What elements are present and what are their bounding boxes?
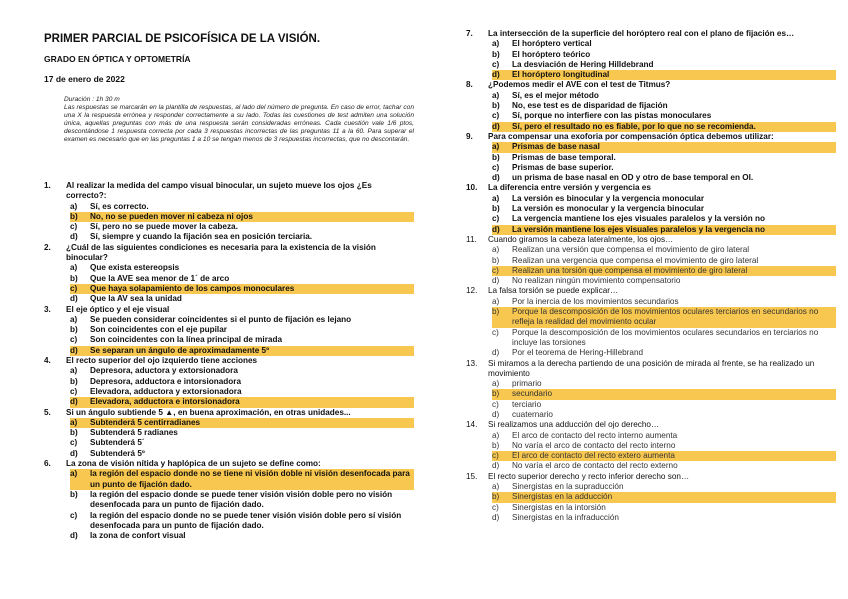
option-letter: b) xyxy=(492,440,500,450)
question-text: Si realizamos una adducción del ojo derecho… xyxy=(488,420,660,430)
answer-option xyxy=(44,438,414,448)
answer-option xyxy=(466,111,836,121)
option-letter: b) xyxy=(492,492,512,502)
answer-option-highlighted xyxy=(44,346,414,356)
answer-option-highlighted xyxy=(44,212,414,222)
question-text: Cuando giramos la cabeza lateralmente, los ojos… xyxy=(488,234,674,244)
answer-option xyxy=(44,274,414,284)
answer-option xyxy=(44,428,414,438)
option-letter: d) xyxy=(492,461,500,471)
answer-option xyxy=(44,263,414,273)
instructions-block xyxy=(64,96,414,143)
answer-option xyxy=(466,194,836,204)
answer-option xyxy=(466,276,836,286)
answer-option xyxy=(44,232,414,242)
option-text: Sí, porque no interfiere con las pistas monoculares xyxy=(512,111,712,121)
answer-option-highlighted xyxy=(44,469,414,490)
option-text: Sinergistas en la infraducción xyxy=(512,512,619,522)
instructions-text: Las respuestas se marcarán en la plantilla de respuestas, al lado del número de pregunta. En caso de error, tachar con una X la respuesta errónea y responder correctamente a su lado. Todas las cuestiones de test admiten una solución única, aquellas preguntas con más de una respuesta serán consideradas erróneas. Cada cuestión vale 1/6 ptos, descontándose 1 respuesta correcta por cada 3 respuestas incorrectas de las preguntas 11 a la 60. Para superar el examen es necesario que en las preguntas 1 a 10 se tengan menos de 3 respuestas incorrectas, que no descontarán. xyxy=(64,103,414,143)
option-text: La versión mantiene los ejes visuales paralelos y la vergencia no xyxy=(512,225,836,235)
answer-option xyxy=(44,490,414,511)
answer-option xyxy=(466,379,836,389)
option-letter: b) xyxy=(70,489,78,499)
option-letter: d) xyxy=(492,512,500,522)
option-text: Subtenderá 5 centirradianes xyxy=(90,418,414,428)
answer-option xyxy=(466,482,836,492)
answer-option xyxy=(44,335,414,345)
answer-option xyxy=(466,163,836,173)
option-letter: b) xyxy=(70,212,90,222)
question xyxy=(44,408,414,459)
question-number: 8. xyxy=(466,80,473,90)
answer-option xyxy=(44,366,414,376)
option-text: Sinergistas en la supraducción xyxy=(512,482,624,492)
answer-option xyxy=(44,531,414,541)
answer-option xyxy=(466,431,836,441)
option-text: El horóptero vertical xyxy=(512,39,592,49)
answer-option-highlighted xyxy=(466,389,836,399)
exam-subtitle: GRADO EN ÓPTICA Y OPTOMETRÍA xyxy=(44,54,191,64)
option-letter: a) xyxy=(492,379,500,389)
answer-option xyxy=(466,441,836,451)
option-letter: d) xyxy=(492,173,500,183)
answer-option-highlighted xyxy=(466,451,836,461)
option-letter: b) xyxy=(70,376,78,386)
option-text: Prismas de base superior. xyxy=(512,162,614,172)
answer-option xyxy=(466,348,836,358)
question-text: La intersección de la superficie del horóptero real con el plano de fijación es… xyxy=(488,29,795,38)
question xyxy=(44,305,414,356)
option-letter: c) xyxy=(492,451,512,461)
option-letter: d) xyxy=(492,276,500,286)
question-number: 3. xyxy=(44,304,51,314)
option-letter: c) xyxy=(492,502,499,512)
option-letter: c) xyxy=(492,266,512,276)
option-letter: c) xyxy=(70,335,78,345)
answer-option-highlighted xyxy=(466,492,836,502)
option-text: Prismas de base temporal. xyxy=(512,152,616,162)
question xyxy=(44,459,414,541)
option-text: Realizan una torsión que compensa el movimiento de giro lateral xyxy=(512,266,836,276)
option-letter: a) xyxy=(70,469,90,490)
option-text: El horóptero longitudinal xyxy=(512,70,836,80)
answer-option-highlighted xyxy=(466,122,836,132)
option-letter: b) xyxy=(492,307,512,328)
option-letter: d) xyxy=(70,448,78,458)
answer-option xyxy=(466,91,836,101)
option-letter: d) xyxy=(492,122,512,132)
question xyxy=(466,286,836,358)
option-letter: a) xyxy=(70,201,78,211)
question-text: El recto superior del ojo izquierdo tiene acciones xyxy=(66,356,258,366)
exam-title: PRIMER PARCIAL DE PSICOFÍSICA DE LA VISIÓN. xyxy=(44,33,321,45)
question xyxy=(466,132,836,183)
option-letter: b) xyxy=(70,428,78,438)
question-number: 14. xyxy=(466,420,478,430)
answer-option xyxy=(466,297,836,307)
answer-option xyxy=(466,503,836,513)
option-text: la zona de confort visual xyxy=(90,531,186,541)
answer-option xyxy=(44,325,414,335)
option-text: La desviación de Hering Hilldebrand xyxy=(512,59,654,69)
option-text: Depresora, aductora y extorsionadora xyxy=(90,366,238,376)
question-number: 13. xyxy=(466,358,478,368)
question-text: Si un ángulo subtiende 5 ▲, en buena aproximación, en otras unidades... xyxy=(66,407,351,417)
option-text: Prismas de base nasal xyxy=(512,142,836,152)
option-letter: b) xyxy=(492,152,500,162)
answer-option xyxy=(44,511,414,532)
answer-option xyxy=(466,328,836,349)
option-letter: a) xyxy=(492,245,500,255)
question-number: 2. xyxy=(44,242,51,252)
question-text: La falsa torsión se puede explicar… xyxy=(488,286,619,296)
answer-option xyxy=(466,60,836,70)
question-list-right xyxy=(466,29,836,523)
question xyxy=(466,29,836,80)
option-text: Sí, pero el resultado no es fiable, por lo que no se recomienda. xyxy=(512,122,836,132)
option-letter: d) xyxy=(492,348,500,358)
question-number: 15. xyxy=(466,471,478,481)
option-text: Subtenderá 5º xyxy=(90,448,145,458)
option-text: No, ese test es de disparidad de fijación xyxy=(512,101,668,111)
option-letter: c) xyxy=(492,214,500,224)
option-text: Porque la descomposición de los movimientos oculares secundarios en terciarios no incluye las torsiones xyxy=(512,327,819,347)
option-text: Porque la descomposición de los movimientos oculares terciarios en secundarios no refleja la realidad del movimiento ocular xyxy=(512,307,836,328)
option-text: Por el teorema de Hering-Hillebrand xyxy=(512,348,644,358)
question-number: 11. xyxy=(466,234,477,244)
option-letter: c) xyxy=(70,222,78,232)
answer-option xyxy=(466,50,836,60)
option-text: Realizan una vergencia que compensa el movimiento de giro lateral xyxy=(512,255,759,265)
answer-option xyxy=(466,245,836,255)
option-text: Subtenderá 5 radianes xyxy=(90,428,178,438)
option-text: Que la AV sea la unidad xyxy=(90,294,182,304)
option-letter: a) xyxy=(492,482,500,492)
option-text: La versión es binocular y la vergencia monocular xyxy=(512,193,705,203)
answer-option xyxy=(44,449,414,459)
option-text: Sí, es el mejor método xyxy=(512,90,599,100)
answer-option-highlighted xyxy=(466,70,836,80)
option-text: Son coincidentes con el eje pupilar xyxy=(90,325,227,335)
question-text: El eje óptico y el eje visual xyxy=(66,304,170,314)
question-list-left xyxy=(44,181,414,541)
answer-option-highlighted xyxy=(466,142,836,152)
option-text: No varía el arco de contacto del recto interno xyxy=(512,440,676,450)
option-text: un prisma de base nasal en OD y otro de base temporal en OI. xyxy=(512,173,754,183)
answer-option xyxy=(44,377,414,387)
answer-option xyxy=(466,204,836,214)
option-text: No realizan ningún movimiento compensatorio xyxy=(512,276,681,286)
option-text: primario xyxy=(512,379,542,389)
option-text: Se pueden considerar coincidentes si el punto de fijación es lejano xyxy=(90,314,352,324)
option-letter: b) xyxy=(492,204,500,214)
question-text: Al realizar la medida del campo visual binocular, un sujeto mueve los ojos ¿Es correcto?: xyxy=(66,181,372,201)
option-letter: b) xyxy=(492,389,512,399)
option-letter: c) xyxy=(492,162,500,172)
answer-option-highlighted xyxy=(44,418,414,428)
question-text: Si miramos a la derecha partiendo de una posición de mirada al frente, se ha realizado un movimiento xyxy=(488,358,815,378)
answer-option xyxy=(44,202,414,212)
option-text: La vergencia mantiene los ejes visuales paralelos y la versión no xyxy=(512,214,766,224)
answer-option xyxy=(466,173,836,183)
option-letter: c) xyxy=(70,386,78,396)
question-number: 9. xyxy=(466,131,473,141)
option-letter: d) xyxy=(70,232,78,242)
question xyxy=(466,235,836,286)
question xyxy=(466,359,836,421)
option-text: Que la AVE sea menor de 1´ de arco xyxy=(90,273,230,283)
option-text: No varía el arco de contacto del recto externo xyxy=(512,461,678,471)
option-letter: a) xyxy=(70,263,78,273)
option-text: Subtenderá 5´ xyxy=(90,438,145,448)
option-text: la región del espacio donde se puede tener visión visión doble pero no visión desenfocada para un punto de fijación dado. xyxy=(90,489,393,510)
option-letter: c) xyxy=(492,59,500,69)
answer-option xyxy=(466,461,836,471)
option-letter: a) xyxy=(70,314,78,324)
option-letter: b) xyxy=(492,49,500,59)
option-text: Son coincidentes con la línea principal de mirada xyxy=(90,335,283,345)
option-letter: a) xyxy=(492,296,500,306)
option-letter: d) xyxy=(492,70,512,80)
option-letter: d) xyxy=(70,531,78,541)
option-text: Elevadora, adductora y extorsionadora xyxy=(90,386,242,396)
answer-option xyxy=(44,222,414,232)
option-text: No, no se pueden mover ni cabeza ni ojos xyxy=(90,212,414,222)
question-number: 5. xyxy=(44,407,51,417)
exam-date: 17 de enero de 2022 xyxy=(44,74,125,84)
option-letter: c) xyxy=(70,284,90,294)
answer-option xyxy=(44,387,414,397)
option-text: El arco de contacto del recto extero aumenta xyxy=(512,451,836,461)
option-letter: a) xyxy=(70,366,78,376)
option-text: secundario xyxy=(512,389,836,399)
question xyxy=(466,80,836,131)
question-number: 6. xyxy=(44,459,51,469)
question-number: 10. xyxy=(466,183,478,193)
answer-option-highlighted xyxy=(466,225,836,235)
option-text: cuaternario xyxy=(512,409,553,419)
option-letter: c) xyxy=(492,327,499,337)
option-text: la región del espacio donde no se puede tener visión visión doble pero sí visión desenfocada para un punto de fijación dado. xyxy=(90,510,402,530)
question xyxy=(466,420,836,471)
question-text: Para compensar una exoforia por compensación óptica debemos utilizar: xyxy=(488,131,774,141)
question-number: 12. xyxy=(466,286,478,296)
option-text: Sinergistas en la intorsión xyxy=(512,502,606,512)
question-number: 7. xyxy=(466,29,473,38)
option-text: Sí, es correcto. xyxy=(90,201,149,211)
option-text: Sí, siempre y cuando la fijación sea en posición terciaria. xyxy=(90,232,313,242)
option-text: Depresora, adductora e intorsionadora xyxy=(90,376,242,386)
option-text: Por la inercia de los movimientos secundarios xyxy=(512,296,679,306)
question xyxy=(44,356,414,407)
question xyxy=(466,183,836,234)
option-letter: d) xyxy=(492,225,512,235)
answer-option xyxy=(44,315,414,325)
option-text: El arco de contacto del recto interno aumenta xyxy=(512,430,678,440)
answer-option-highlighted xyxy=(44,284,414,294)
answer-option xyxy=(466,256,836,266)
answer-option-highlighted xyxy=(466,307,836,328)
option-letter: c) xyxy=(492,399,499,409)
question xyxy=(44,181,414,243)
question-text: La diferencia entre versión y vergencia es xyxy=(488,183,651,193)
option-text: Sinergistas en la adducción xyxy=(512,492,836,502)
question-number: 1. xyxy=(44,181,51,190)
option-letter: d) xyxy=(70,346,90,356)
option-text: Sí, pero no se puede mover la cabeza. xyxy=(90,222,238,232)
option-text: Elevadora, adductora e intorsionadora xyxy=(90,397,414,407)
option-letter: a) xyxy=(492,430,500,440)
option-text: El horóptero teórico xyxy=(512,49,591,59)
duration-text: Duración : 1h 30 m xyxy=(64,96,120,103)
option-letter: d) xyxy=(70,397,90,407)
question-text: La zona de visión nítida y haplópica de un sujeto se define como: xyxy=(66,459,321,469)
option-letter: d) xyxy=(492,409,500,419)
option-letter: c) xyxy=(492,111,500,121)
question-text: ¿Cuál de las siguientes condiciones es necesaria para la existencia de la visión binocular? xyxy=(66,242,376,263)
option-letter: c) xyxy=(70,510,78,520)
option-text: Que exista estereopsis xyxy=(90,263,180,273)
option-letter: a) xyxy=(70,418,90,428)
question xyxy=(466,472,836,523)
option-text: Realizan una versión que compensa el movimiento de giro lateral xyxy=(512,245,750,255)
answer-option-highlighted xyxy=(466,266,836,276)
option-text: La versión es monocular y la vergencia binocular xyxy=(512,204,705,214)
option-letter: a) xyxy=(492,193,500,203)
option-text: Que haya solapamiento de los campos monoculares xyxy=(90,284,414,294)
option-letter: b) xyxy=(70,273,78,283)
question-text: ¿Podemos medir el AVE con el test de Titmus? xyxy=(488,80,671,90)
option-letter: c) xyxy=(70,438,78,448)
question-number: 4. xyxy=(44,356,51,366)
option-letter: b) xyxy=(492,101,500,111)
option-text: Se separan un ángulo de aproximadamente 5º xyxy=(90,346,414,356)
option-letter: b) xyxy=(492,255,500,265)
answer-option xyxy=(466,410,836,420)
option-letter: a) xyxy=(492,39,500,49)
option-letter: a) xyxy=(492,142,512,152)
question-text: El recto superior derecho y recto inferior derecho son… xyxy=(488,471,690,481)
answer-option xyxy=(44,294,414,304)
answer-option xyxy=(466,400,836,410)
answer-option xyxy=(466,39,836,49)
option-text: la región del espacio donde no se tiene ni visión doble ni visión desenfocada para un punto de fijación dado. xyxy=(90,469,414,490)
answer-option xyxy=(466,214,836,224)
answer-option xyxy=(466,153,836,163)
option-letter: d) xyxy=(70,294,78,304)
answer-option xyxy=(466,513,836,523)
question xyxy=(44,243,414,305)
option-letter: a) xyxy=(492,90,500,100)
option-letter: b) xyxy=(70,325,78,335)
option-text: terciario xyxy=(512,399,542,409)
answer-option-highlighted xyxy=(44,397,414,407)
answer-option xyxy=(466,101,836,111)
